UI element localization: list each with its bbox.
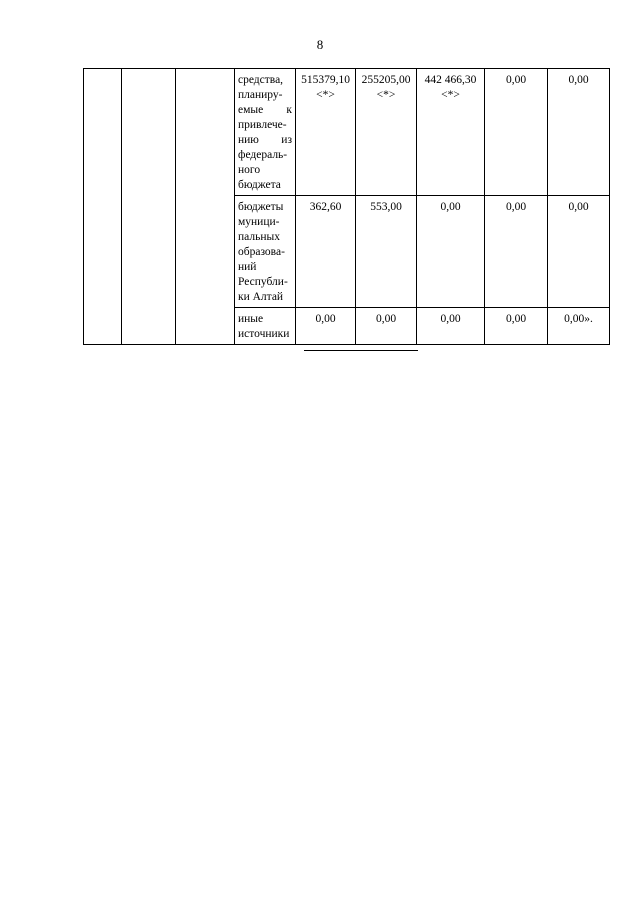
value-cell: 0,00	[548, 196, 610, 308]
value-cell: 362,60	[296, 196, 356, 308]
empty-merged-cell-1	[84, 69, 122, 345]
empty-merged-cell-3	[176, 69, 235, 345]
footnote-marker: <*>	[316, 89, 335, 101]
empty-merged-cell-2	[122, 69, 176, 345]
value-text: 255205,00	[361, 74, 411, 86]
page-number: 8	[316, 37, 324, 52]
value-cell: 0,00».	[548, 308, 610, 345]
value-cell	[296, 69, 356, 196]
value-cell	[356, 69, 417, 196]
value-cell: 0,00	[417, 308, 485, 345]
footnote-marker: <*>	[376, 89, 396, 101]
value-cell	[485, 69, 548, 196]
value-text: 515379,10	[301, 74, 350, 86]
value-cell	[417, 69, 485, 196]
funding-table	[83, 68, 610, 345]
funding-source-cell: средства, планиру-емые к привлече-нию из федераль-ного бюджета	[235, 69, 296, 196]
value-cell: 0,00	[296, 308, 356, 345]
value-cell: 0,00	[417, 196, 485, 308]
value-text: 0,00	[568, 74, 589, 86]
value-cell: 0,00	[485, 308, 548, 345]
value-cell	[548, 69, 610, 196]
value-cell: 0,00	[485, 196, 548, 308]
value-cell: 0,00	[356, 308, 417, 345]
value-text: 0,00	[505, 74, 527, 86]
value-cell: 553,00	[356, 196, 417, 308]
footnote-separator	[304, 350, 418, 351]
funding-source-cell: иные источники	[235, 308, 296, 345]
footnote-marker: <*>	[441, 89, 460, 101]
table-row	[84, 69, 610, 196]
funding-source-cell: бюджеты муници-пальных образова-ний Республи-ки Алтай	[235, 196, 296, 308]
value-text: 442 466,30	[424, 74, 477, 86]
